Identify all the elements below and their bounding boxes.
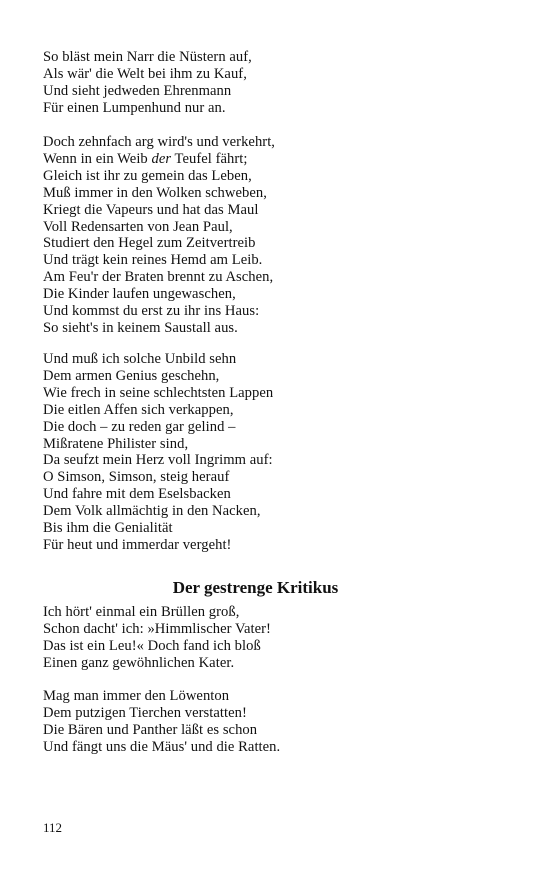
emphasized-word: der [151, 150, 172, 167]
verse-line: Voll Redensarten von Jean Paul, [43, 218, 233, 235]
verse-text-after: Teufel fährt; [171, 150, 248, 167]
verse-line: Kriegt die Vapeurs und hat das Maul [43, 201, 259, 218]
verse-line: Da seufzt mein Herz voll Ingrimm auf: [43, 452, 273, 469]
verse-line: Die doch – zu reden gar gelind – [43, 418, 236, 435]
verse-line: Und fahre mit dem Eselsbacken [43, 486, 231, 503]
verse-line: Und muß ich solche Unbild sehn [43, 351, 237, 367]
verse-line: Doch zehnfach arg wird's und verkehrt, [43, 134, 276, 150]
verse-line: Am Feu'r der Braten brennt zu Aschen, [43, 269, 274, 286]
verse-line: Die Kinder laufen ungewaschen, [43, 286, 236, 303]
verse-line: Ich hört' einmal ein Brüllen groß, [43, 604, 240, 620]
verse-line: Schon dacht' ich: »Himmlischer Vater! [43, 620, 271, 637]
verse-line: Für einen Lumpenhund nur an. [43, 99, 226, 116]
verse-line: So bläst mein Narr die Nüstern auf, [43, 49, 252, 65]
verse-line: Als wär' die Welt bei ihm zu Kauf, [43, 65, 247, 82]
verse-line: Mißratene Philister sind, [43, 435, 189, 452]
verse-line: Und kommst du erst zu ihr ins Haus: [43, 303, 260, 320]
poem2-stanza-2 [43, 688, 280, 756]
verse-line: Muß immer in den Wolken schweben, [43, 184, 267, 201]
verse-line: Dem armen Genius geschehn, [43, 367, 220, 384]
poem2-stanza-1 [43, 604, 271, 672]
verse-line: Gleich ist ihr zu gemein das Leben, [43, 167, 252, 184]
page-number: 112 [43, 820, 63, 835]
verse-line: Für heut und immerdar vergeht! [43, 536, 232, 553]
verse-line: Und trägt kein reines Hemd am Leib. [43, 252, 263, 269]
verse-line: Einen ganz gewöhnlichen Kater. [43, 654, 235, 671]
verse-line: Wie frech in seine schlechtsten Lappen [43, 384, 274, 401]
verse-line: Die eitlen Affen sich verkappen, [43, 401, 234, 418]
stanza-2 [43, 134, 275, 337]
stanza-3 [43, 351, 273, 554]
verse-line: Das ist ein Leu!« Doch fand ich bloß [43, 637, 261, 654]
verse-line: Und sieht jedweden Ehrenmann [43, 82, 232, 99]
verse-line: Die Bären und Panther läßt es schon [43, 721, 258, 738]
verse-line: Studiert den Hegel zum Zeitvertreib [43, 235, 256, 252]
verse-line: O Simson, Simson, steig herauf [43, 469, 230, 486]
verse-line: Bis ihm die Genialität [43, 520, 173, 537]
poem-title: Der gestrenge Kritikus [172, 578, 339, 597]
verse-line: Dem Volk allmächtig in den Nacken, [43, 503, 261, 520]
verse-line: Und fängt uns die Mäus' und die Ratten. [43, 738, 281, 755]
verse-text-before: Wenn in ein Weib [43, 150, 152, 167]
verse-line-emphasis [43, 151, 275, 168]
verse-line: Mag man immer den Löwenton [43, 688, 230, 704]
verse-line: So sieht's in keinem Saustall aus. [43, 319, 238, 336]
stanza-1 [43, 49, 252, 117]
verse-line: Dem putzigen Tierchen verstatten! [43, 704, 247, 721]
